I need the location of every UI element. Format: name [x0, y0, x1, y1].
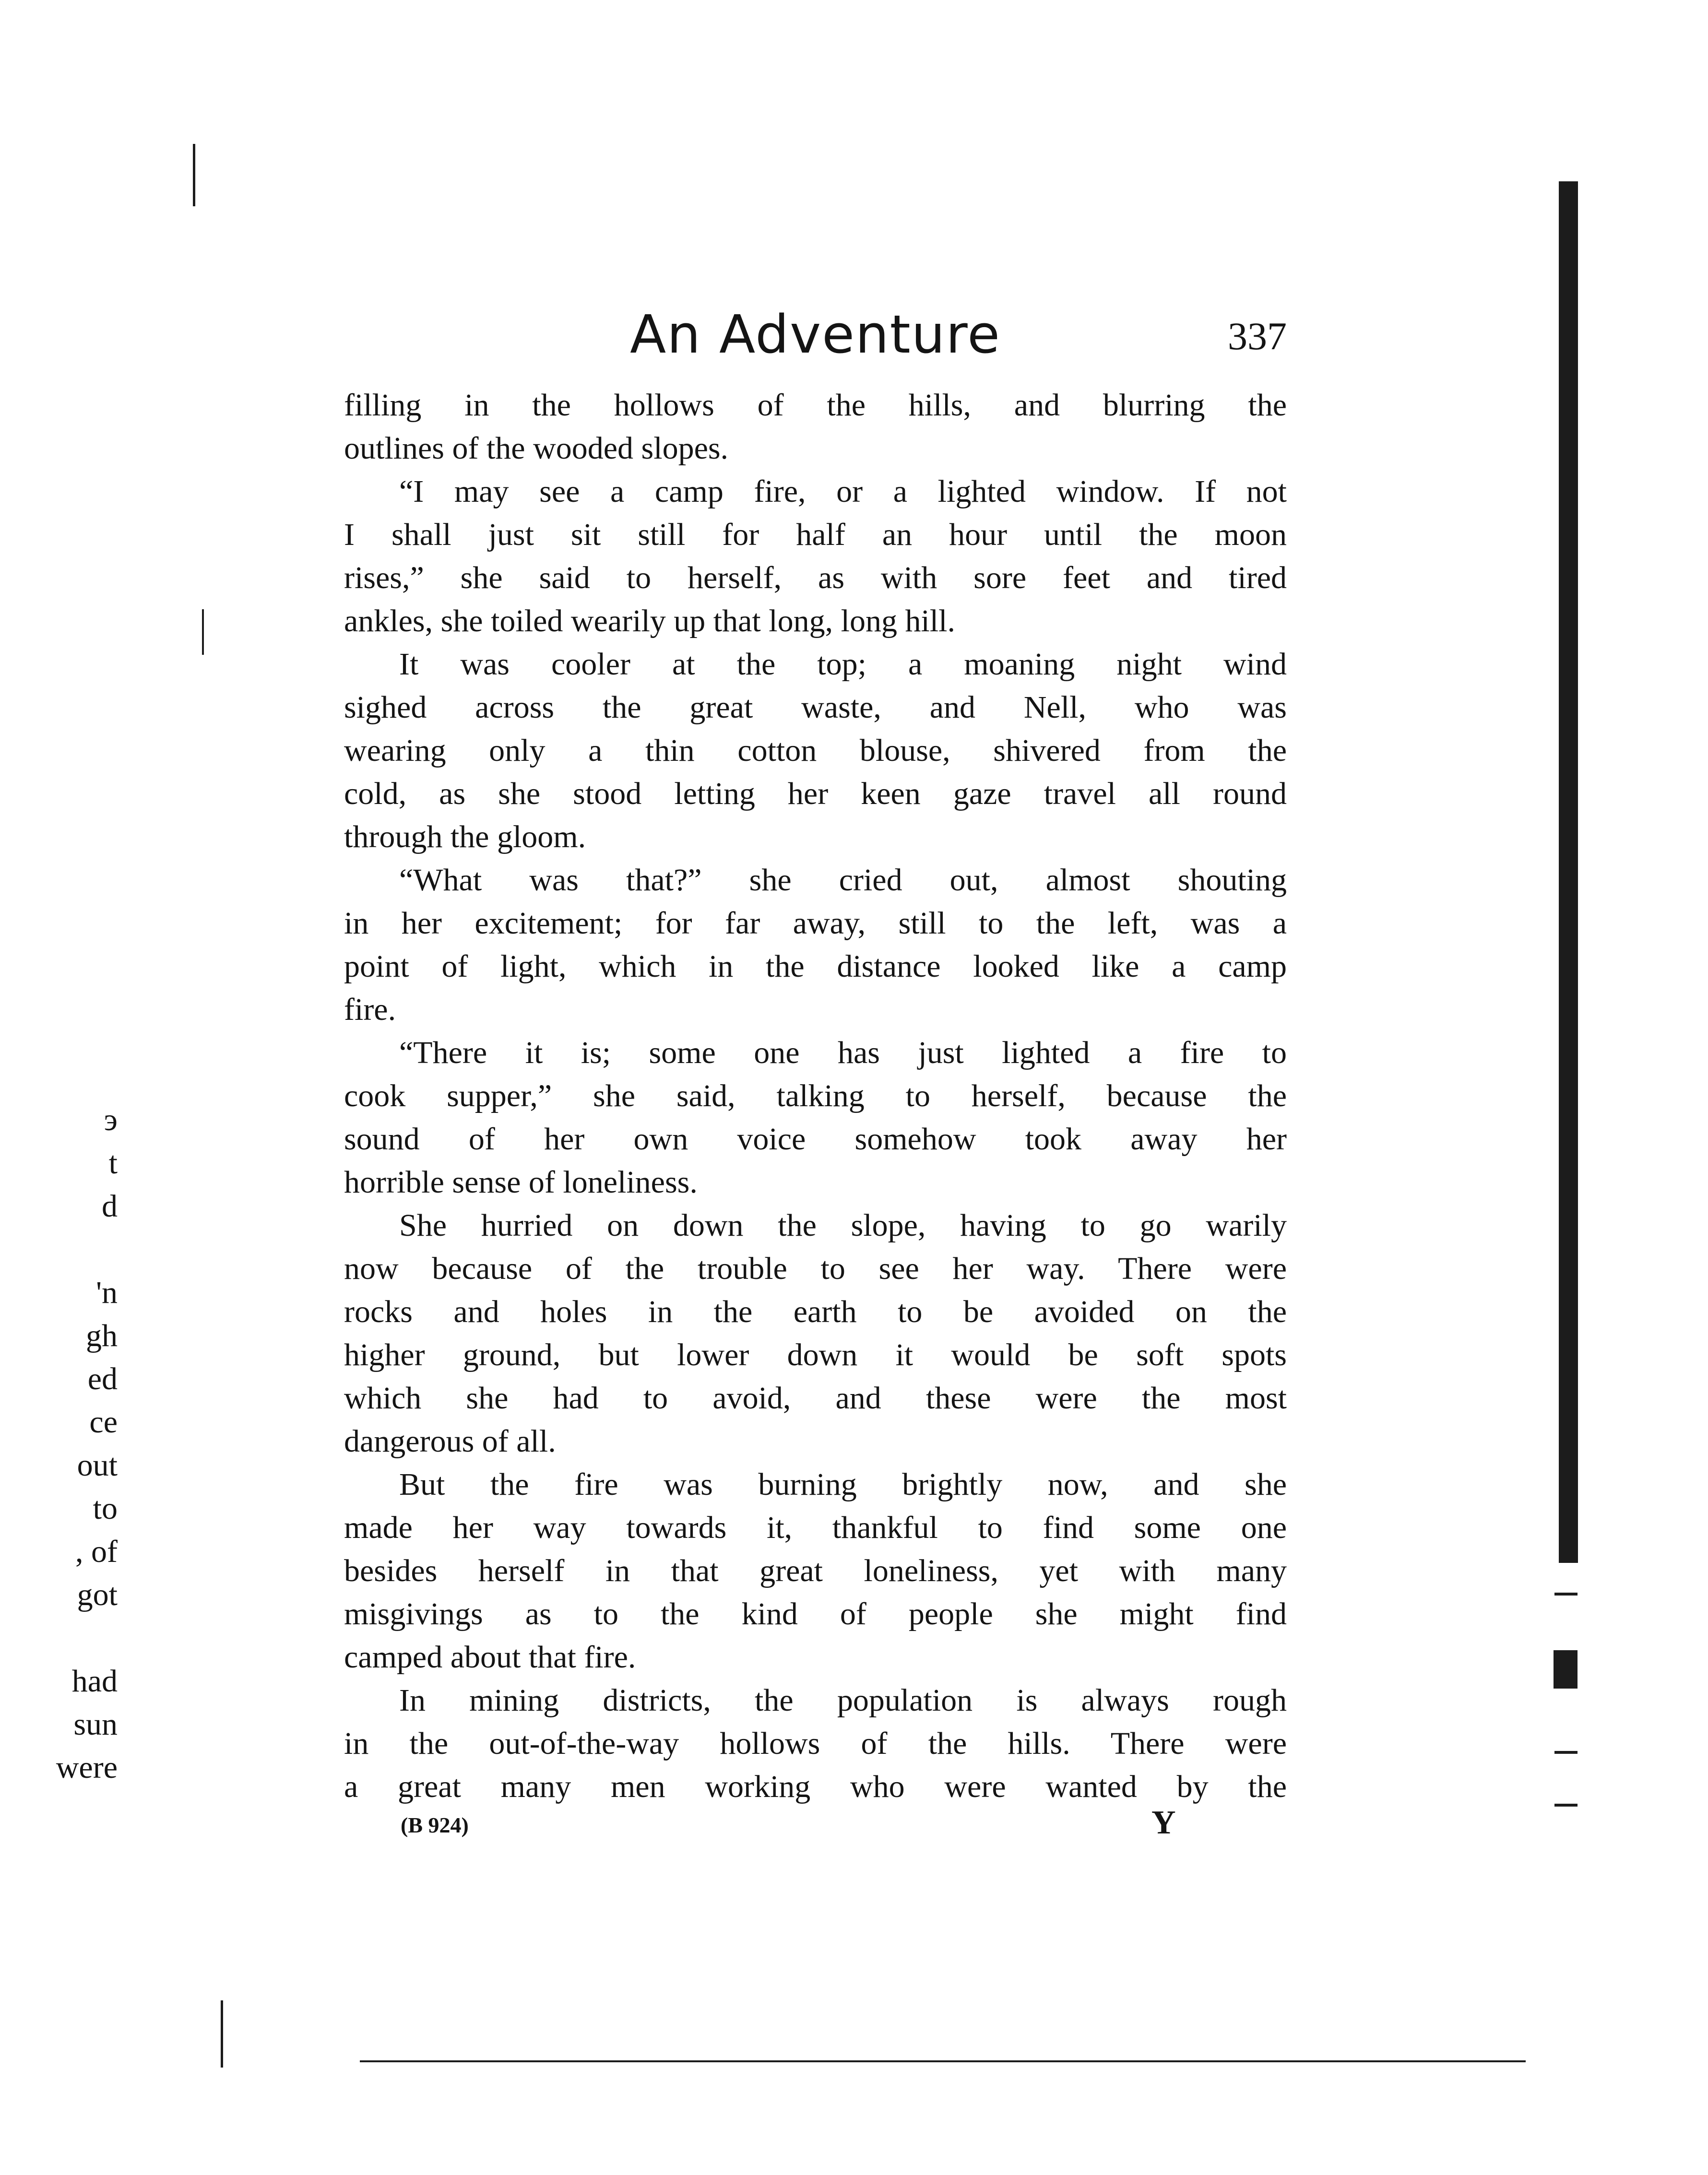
scan-gutter-line	[193, 144, 195, 206]
text-line: “There it is; some one has just lighted a fire to	[399, 1035, 1287, 1070]
fragment-gap	[36, 1617, 118, 1660]
text-line: besides herself in that great loneliness, yet with many	[344, 1553, 1287, 1588]
text-line: outlines of the wooded slopes.	[344, 431, 729, 466]
fragment-text: ce	[89, 1405, 118, 1440]
text-line: fire.	[344, 992, 396, 1027]
text-line: wearing only a thin cotton blouse, shivered from the	[344, 733, 1287, 768]
text-line: sound of her own voice somehow took away her	[344, 1122, 1287, 1157]
fragment-text: ed	[87, 1361, 118, 1396]
fragment-text: got	[77, 1577, 118, 1612]
text-line: dangerous of all.	[344, 1424, 556, 1459]
fragment-text: , of	[75, 1534, 118, 1569]
text-line: which she had to avoid, and these were the most	[344, 1381, 1287, 1416]
text-line: “What was that?” she cried out, almost shouting	[399, 863, 1287, 898]
text-line: filling in the hollows of the hills, and blurring the	[344, 388, 1287, 423]
body-text	[344, 384, 1287, 1809]
text-line: made her way towards it, thankful to find some one	[344, 1510, 1287, 1545]
signature-letter: Y	[1151, 1804, 1176, 1841]
paragraph	[344, 470, 1287, 643]
paragraph	[344, 1204, 1287, 1463]
fragment-text: were	[56, 1750, 118, 1785]
text-line: rocks and holes in the earth to be avoided on the	[344, 1294, 1287, 1329]
scan-edge-block	[1554, 1650, 1578, 1689]
paragraph	[344, 1679, 1287, 1809]
text-line: It was cooler at the top; a moaning night wind	[399, 647, 1287, 682]
fragment-text: t	[108, 1146, 118, 1181]
text-line: ankles, she toiled wearily up that long, long hill.	[344, 603, 955, 638]
text-line: cold, as she stood letting her keen gaze travel all round	[344, 776, 1287, 811]
fragment-text: out	[77, 1448, 118, 1483]
text-line: point of light, which in the distance looked like a camp	[344, 949, 1287, 984]
paragraph	[344, 859, 1287, 1031]
scan-edge-dash	[1554, 1804, 1578, 1807]
text-line: In mining districts, the population is always rough	[399, 1683, 1287, 1718]
text-line: misgivings as to the kind of people she might find	[344, 1596, 1287, 1631]
paragraph	[344, 384, 1287, 470]
text-line: She hurried on down the slope, having to go warily	[399, 1208, 1287, 1243]
signature-mark: (B 924)	[401, 1813, 469, 1837]
fragment-gap	[36, 1228, 118, 1271]
fragment-text: had	[71, 1664, 118, 1699]
page-title: An Adventure	[630, 304, 1001, 365]
text-line: in the out-of-the-way hollows of the hills. There were	[344, 1726, 1287, 1761]
paragraph	[344, 1031, 1287, 1204]
facing-page-fragments	[36, 1099, 118, 1789]
text-line: cook supper,” she said, talking to herself, because the	[344, 1078, 1287, 1113]
scan-gutter-line	[202, 609, 204, 655]
scan-edge-bar	[1559, 181, 1578, 1563]
text-line: rises,” she said to herself, as with sore feet and tired	[344, 560, 1287, 595]
scan-edge-dash	[1554, 1751, 1578, 1754]
scan-bottom-rule	[360, 2060, 1526, 2062]
fragment-text: to	[93, 1491, 118, 1526]
text-line: in her excitement; for far away, still to the left, was a	[344, 906, 1287, 941]
text-line: horrible sense of loneliness.	[344, 1165, 698, 1200]
text-line: a great many men working who were wanted by the	[344, 1769, 1287, 1804]
text-line: through the gloom.	[344, 819, 586, 854]
paragraph	[344, 1463, 1287, 1679]
text-line: I shall just sit still for half an hour until the moon	[344, 517, 1287, 552]
text-line: sighed across the great waste, and Nell, who was	[344, 690, 1287, 725]
text-line: higher ground, but lower down it would be soft spots	[344, 1337, 1287, 1372]
scan-edge-dash	[1554, 1593, 1578, 1596]
fragment-text: d	[102, 1189, 118, 1224]
paragraph	[344, 643, 1287, 859]
text-line: But the fire was burning brightly now, and she	[399, 1467, 1287, 1502]
page-number: 337	[1228, 314, 1287, 358]
text-line: “I may see a camp fire, or a lighted window. If not	[399, 474, 1287, 509]
running-header	[344, 298, 1287, 370]
scan-gutter-line	[221, 2000, 223, 2068]
fragment-text: gh	[86, 1318, 118, 1353]
fragment-text: sun	[73, 1707, 118, 1742]
fragment-text: э	[104, 1102, 118, 1137]
text-line: camped about that fire.	[344, 1640, 636, 1675]
text-line: now because of the trouble to see her way. There were	[344, 1251, 1287, 1286]
fragment-text: 'n	[96, 1275, 118, 1310]
